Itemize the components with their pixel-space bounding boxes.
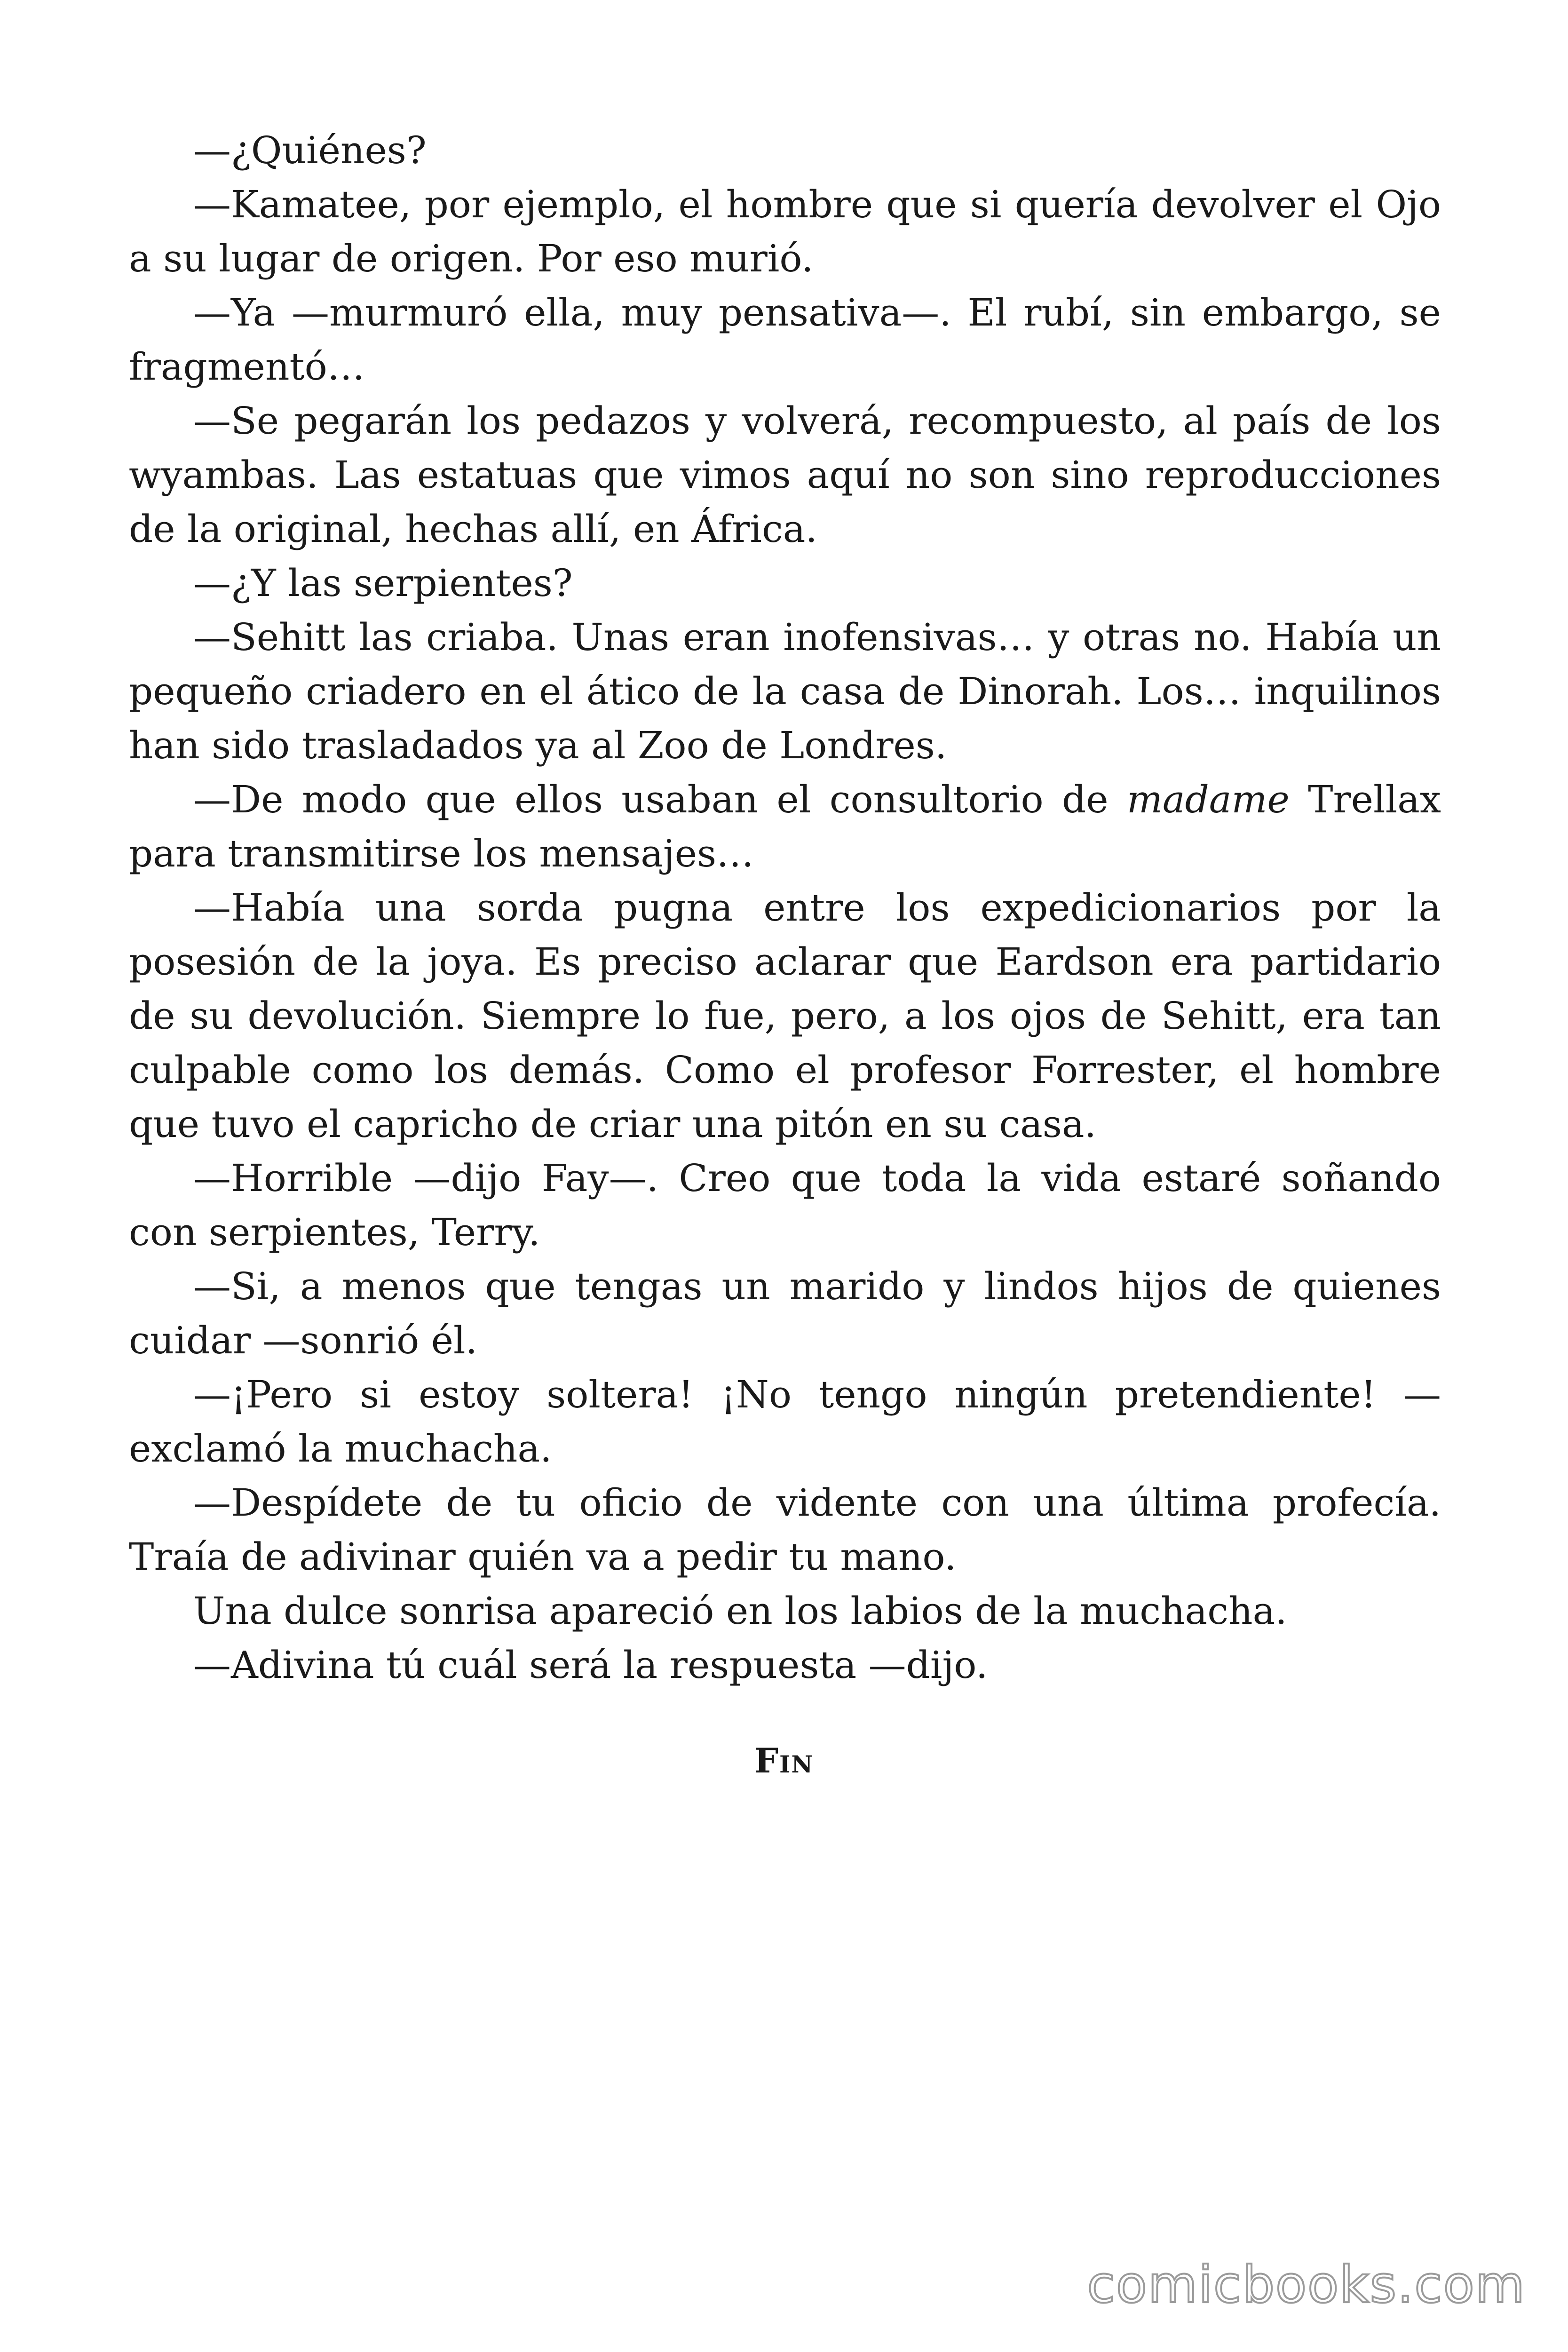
ending-label: Fin	[754, 1740, 814, 1780]
paragraph: Una dulce sonrisa apareció en los labios de la muchacha.	[193, 1589, 1287, 1633]
paragraph: —Sehitt las criaba. Unas eran inofensivas… y otras no. Había un pequeño criadero en el ático de la casa de Dinorah. Los… inquilinos han sido trasladados ya al Zoo de Londres.	[129, 615, 1441, 767]
watermark: comicbooks.com	[1087, 2256, 1526, 2314]
paragraph-text: Trellax para transmitirse los mensajes…	[129, 778, 1441, 875]
paragraph: —Ya —murmuró ella, muy pensativa—. El rubí, sin embargo, se fragmentó…	[129, 291, 1441, 389]
paragraph: —¡Pero si estoy soltera! ¡No tengo ningún pretendiente! —exclamó la muchacha.	[129, 1373, 1441, 1470]
paragraph: —Kamatee, por ejemplo, el hombre que si quería devolver el Ojo a su lugar de origen. Por eso murió.	[129, 183, 1441, 280]
paragraph: —Despídete de tu oficio de vidente con una última profecía. Traía de adivinar quién va a pedir tu mano.	[129, 1481, 1441, 1579]
paragraph: —Horrible —dijo Fay—. Creo que toda la vida estaré soñando con serpientes, Terry.	[129, 1156, 1441, 1254]
paragraph: —¿Y las serpientes?	[193, 561, 573, 605]
paragraph	[129, 772, 1441, 881]
paragraph: —Adivina tú cuál será la respuesta —dijo.	[193, 1643, 988, 1687]
body-text	[129, 123, 1441, 1692]
paragraph: —Había una sorda pugna entre los expedicionarios por la posesión de la joya. Es preciso aclarar que Eardson era partidario de su devolución. Siempre lo fue, pero, a los ojos de Sehitt, era tan culpable como los demás. Como el profesor Forrester, el hombre que tuvo el capricho de criar una pitón en su casa.	[129, 886, 1441, 1146]
paragraph: —¿Quiénes?	[193, 128, 427, 172]
italic-text: madame	[1127, 778, 1290, 821]
paragraph: —Se pegarán los pedazos y volverá, recompuesto, al país de los wyambas. Las estatuas que vimos aquí no son sino reproducciones de la original, hechas allí, en África.	[129, 399, 1441, 551]
paragraph-text: —De modo que ellos usaban el consultorio de	[193, 778, 1127, 821]
paragraph: —Si, a menos que tengas un marido y lindos hijos de quienes cuidar —sonrió él.	[129, 1264, 1441, 1362]
